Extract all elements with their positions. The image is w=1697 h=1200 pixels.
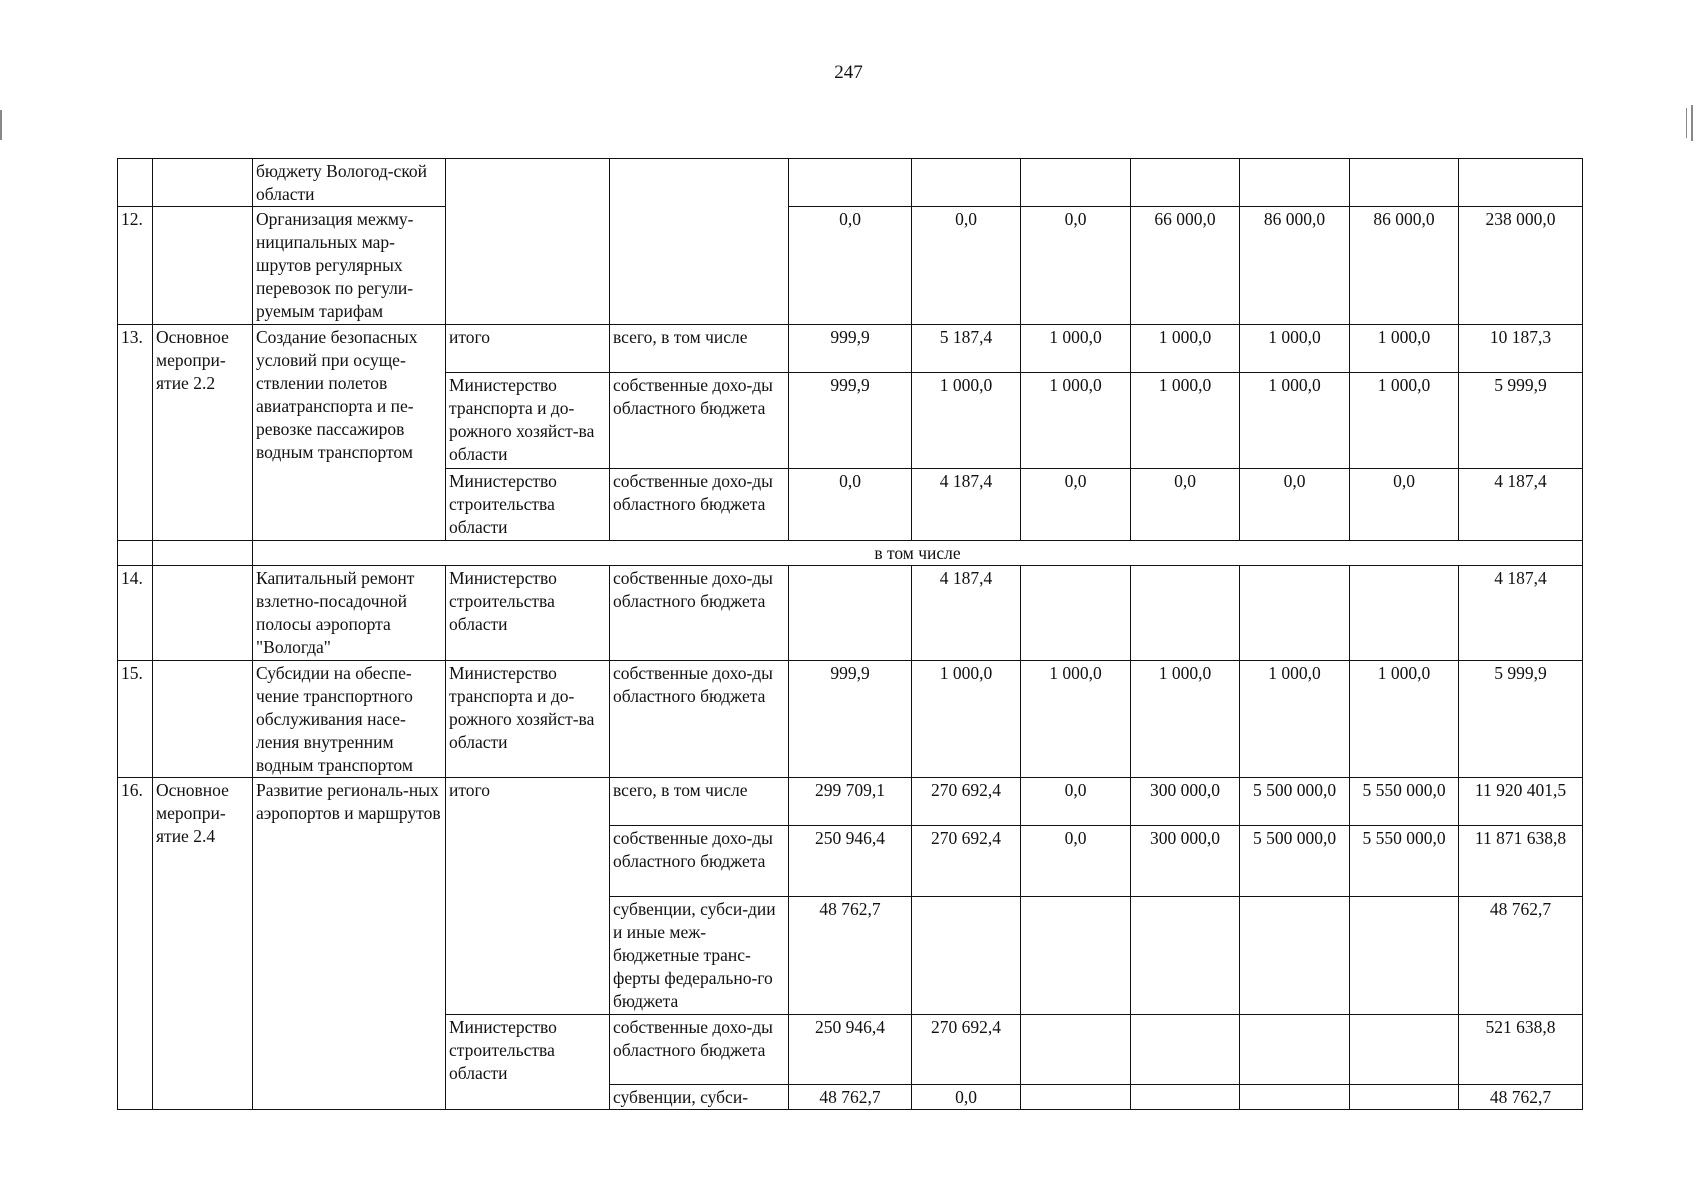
value-cell: 1 000,0: [1131, 325, 1240, 373]
value-cell: 999,9: [789, 373, 912, 469]
value-cell: 0,0: [1350, 469, 1459, 541]
scan-mark: [0, 110, 2, 140]
value-cell: 300 000,0: [1131, 778, 1240, 826]
table-row: [118, 325, 1583, 373]
name-cell: Создание безопасных условий при осуще-ствлении полетов авиатранспорта и пе-ревозке пассажиров водным транспортом: [253, 325, 446, 541]
measure-cell: [153, 207, 253, 325]
name-cell: Развитие региональ-ных аэропортов и маршрутов: [253, 778, 446, 1110]
source-cell: собственные дохо-ды областного бюджета: [610, 1015, 789, 1085]
source-cell: субвенции, субси-: [610, 1085, 789, 1110]
executor-cell: Министерство транспорта и до-рожного хозяйст-ва области: [446, 373, 610, 469]
value-cell: [912, 897, 1021, 1015]
value-cell: [1350, 1015, 1459, 1085]
scan-mark: [1686, 108, 1687, 138]
value-cell: 0,0: [1131, 469, 1240, 541]
value-cell: [789, 566, 912, 661]
executor-cell: [446, 207, 610, 325]
source-cell: [610, 207, 789, 325]
name-cell: бюджету Вологод-ской области: [253, 159, 446, 207]
measure-cell: Основное меропри-ятие 2.4: [153, 778, 253, 1110]
row-number: [118, 159, 153, 207]
value-cell: 250 946,4: [789, 1015, 912, 1085]
value-cell: 5 999,9: [1459, 373, 1583, 469]
source-cell: собственные дохо-ды областного бюджета: [610, 826, 789, 897]
executor-cell: Министерство строительства области: [446, 469, 610, 541]
value-cell: [1240, 897, 1350, 1015]
source-cell: субвенции, субси-дии и иные меж-бюджетные транс-ферты федерально-го бюджета: [610, 897, 789, 1015]
source-cell: собственные дохо-ды областного бюджета: [610, 373, 789, 469]
value-cell: 521 638,8: [1459, 1015, 1583, 1085]
value-cell: [1459, 159, 1583, 207]
table-row: [118, 159, 1583, 207]
value-cell: 4 187,4: [912, 469, 1021, 541]
value-cell: [1131, 159, 1240, 207]
source-cell: [610, 159, 789, 207]
value-cell: [1131, 1085, 1240, 1110]
value-cell: [1131, 1015, 1240, 1085]
measure-cell: [153, 566, 253, 661]
name-cell: Субсидии на обеспе-чение транспортного обслуживания насе-ления внутренним водным транспортом: [253, 661, 446, 778]
measure-cell: [153, 661, 253, 778]
value-cell: [1021, 159, 1131, 207]
row-number: 15.: [118, 661, 153, 778]
executor-cell: Министерство строительства области: [446, 1015, 610, 1110]
value-cell: 48 762,7: [1459, 897, 1583, 1015]
scan-mark: [1691, 105, 1693, 141]
value-cell: 270 692,4: [912, 1015, 1021, 1085]
row-number: 16.: [118, 778, 153, 1110]
executor-cell: итого: [446, 778, 610, 1015]
value-cell: [1021, 1085, 1131, 1110]
subheading-cell: в том числе: [253, 541, 1583, 566]
value-cell: 86 000,0: [1240, 207, 1350, 325]
value-cell: [789, 159, 912, 207]
source-cell: всего, в том числе: [610, 778, 789, 826]
value-cell: 4 187,4: [1459, 469, 1583, 541]
value-cell: 0,0: [789, 207, 912, 325]
row-number: 12.: [118, 207, 153, 325]
value-cell: 1 000,0: [1021, 373, 1131, 469]
value-cell: 250 946,4: [789, 826, 912, 897]
value-cell: 1 000,0: [1350, 325, 1459, 373]
value-cell: 300 000,0: [1131, 826, 1240, 897]
measure-cell: Основное меропри-ятие 2.2: [153, 325, 253, 541]
value-cell: 66 000,0: [1131, 207, 1240, 325]
table-row: [118, 541, 1583, 566]
page-number: 247: [834, 62, 863, 83]
source-cell: собственные дохо-ды областного бюджета: [610, 661, 789, 778]
row-number: 14.: [118, 566, 153, 661]
source-cell: всего, в том числе: [610, 325, 789, 373]
measure-cell: [153, 159, 253, 207]
value-cell: 11 871 638,8: [1459, 826, 1583, 897]
value-cell: 0,0: [912, 1085, 1021, 1110]
value-cell: 5 500 000,0: [1240, 778, 1350, 826]
value-cell: 0,0: [789, 469, 912, 541]
value-cell: 0,0: [1021, 826, 1131, 897]
value-cell: [1240, 159, 1350, 207]
value-cell: 1 000,0: [912, 661, 1021, 778]
value-cell: 1 000,0: [1021, 325, 1131, 373]
value-cell: [1240, 566, 1350, 661]
executor-cell: Министерство транспорта и до-рожного хозяйст-ва области: [446, 661, 610, 778]
value-cell: 5 999,9: [1459, 661, 1583, 778]
value-cell: [912, 159, 1021, 207]
measure-cell: [153, 541, 253, 566]
value-cell: 5 187,4: [912, 325, 1021, 373]
value-cell: 0,0: [1021, 778, 1131, 826]
value-cell: 1 000,0: [912, 373, 1021, 469]
value-cell: [1350, 1085, 1459, 1110]
name-cell: Организация межму-ниципальных мар-шрутов регулярных перевозок по регули-руемым тарифам: [253, 207, 446, 325]
value-cell: 238 000,0: [1459, 207, 1583, 325]
value-cell: 0,0: [1021, 469, 1131, 541]
value-cell: 1 000,0: [1240, 661, 1350, 778]
value-cell: [1350, 566, 1459, 661]
value-cell: 1 000,0: [1240, 373, 1350, 469]
value-cell: [1021, 566, 1131, 661]
value-cell: [1350, 897, 1459, 1015]
value-cell: 0,0: [912, 207, 1021, 325]
executor-cell: [446, 159, 610, 207]
value-cell: 11 920 401,5: [1459, 778, 1583, 826]
value-cell: 48 762,7: [1459, 1085, 1583, 1110]
value-cell: 5 550 000,0: [1350, 826, 1459, 897]
value-cell: 4 187,4: [1459, 566, 1583, 661]
row-number: 13.: [118, 325, 153, 541]
value-cell: [1240, 1085, 1350, 1110]
value-cell: 299 709,1: [789, 778, 912, 826]
value-cell: 1 000,0: [1240, 325, 1350, 373]
executor-cell: Министерство строительства области: [446, 566, 610, 661]
value-cell: 999,9: [789, 661, 912, 778]
value-cell: [1240, 1015, 1350, 1085]
value-cell: 5 500 000,0: [1240, 826, 1350, 897]
name-cell: Капитальный ремонт взлетно-посадочной полосы аэропорта "Вологда": [253, 566, 446, 661]
value-cell: [1131, 566, 1240, 661]
value-cell: 86 000,0: [1350, 207, 1459, 325]
value-cell: 0,0: [1240, 469, 1350, 541]
value-cell: 1 000,0: [1350, 661, 1459, 778]
source-cell: собственные дохо-ды областного бюджета: [610, 566, 789, 661]
value-cell: 5 550 000,0: [1350, 778, 1459, 826]
executor-cell: итого: [446, 325, 610, 373]
value-cell: [1350, 159, 1459, 207]
value-cell: 0,0: [1021, 207, 1131, 325]
value-cell: 1 000,0: [1021, 661, 1131, 778]
value-cell: 48 762,7: [789, 1085, 912, 1110]
value-cell: 48 762,7: [789, 897, 912, 1015]
table-row: [118, 778, 1583, 826]
value-cell: 10 187,3: [1459, 325, 1583, 373]
value-cell: 1 000,0: [1350, 373, 1459, 469]
value-cell: 999,9: [789, 325, 912, 373]
value-cell: [1021, 897, 1131, 1015]
budget-table: [117, 158, 1583, 1110]
value-cell: [1021, 1015, 1131, 1085]
table-row: [118, 661, 1583, 778]
value-cell: 1 000,0: [1131, 661, 1240, 778]
source-cell: собственные дохо-ды областного бюджета: [610, 469, 789, 541]
table-row: [118, 566, 1583, 661]
value-cell: 1 000,0: [1131, 373, 1240, 469]
row-number: [118, 541, 153, 566]
value-cell: 270 692,4: [912, 826, 1021, 897]
value-cell: 4 187,4: [912, 566, 1021, 661]
value-cell: [1131, 897, 1240, 1015]
table-row: [118, 207, 1583, 325]
value-cell: 270 692,4: [912, 778, 1021, 826]
